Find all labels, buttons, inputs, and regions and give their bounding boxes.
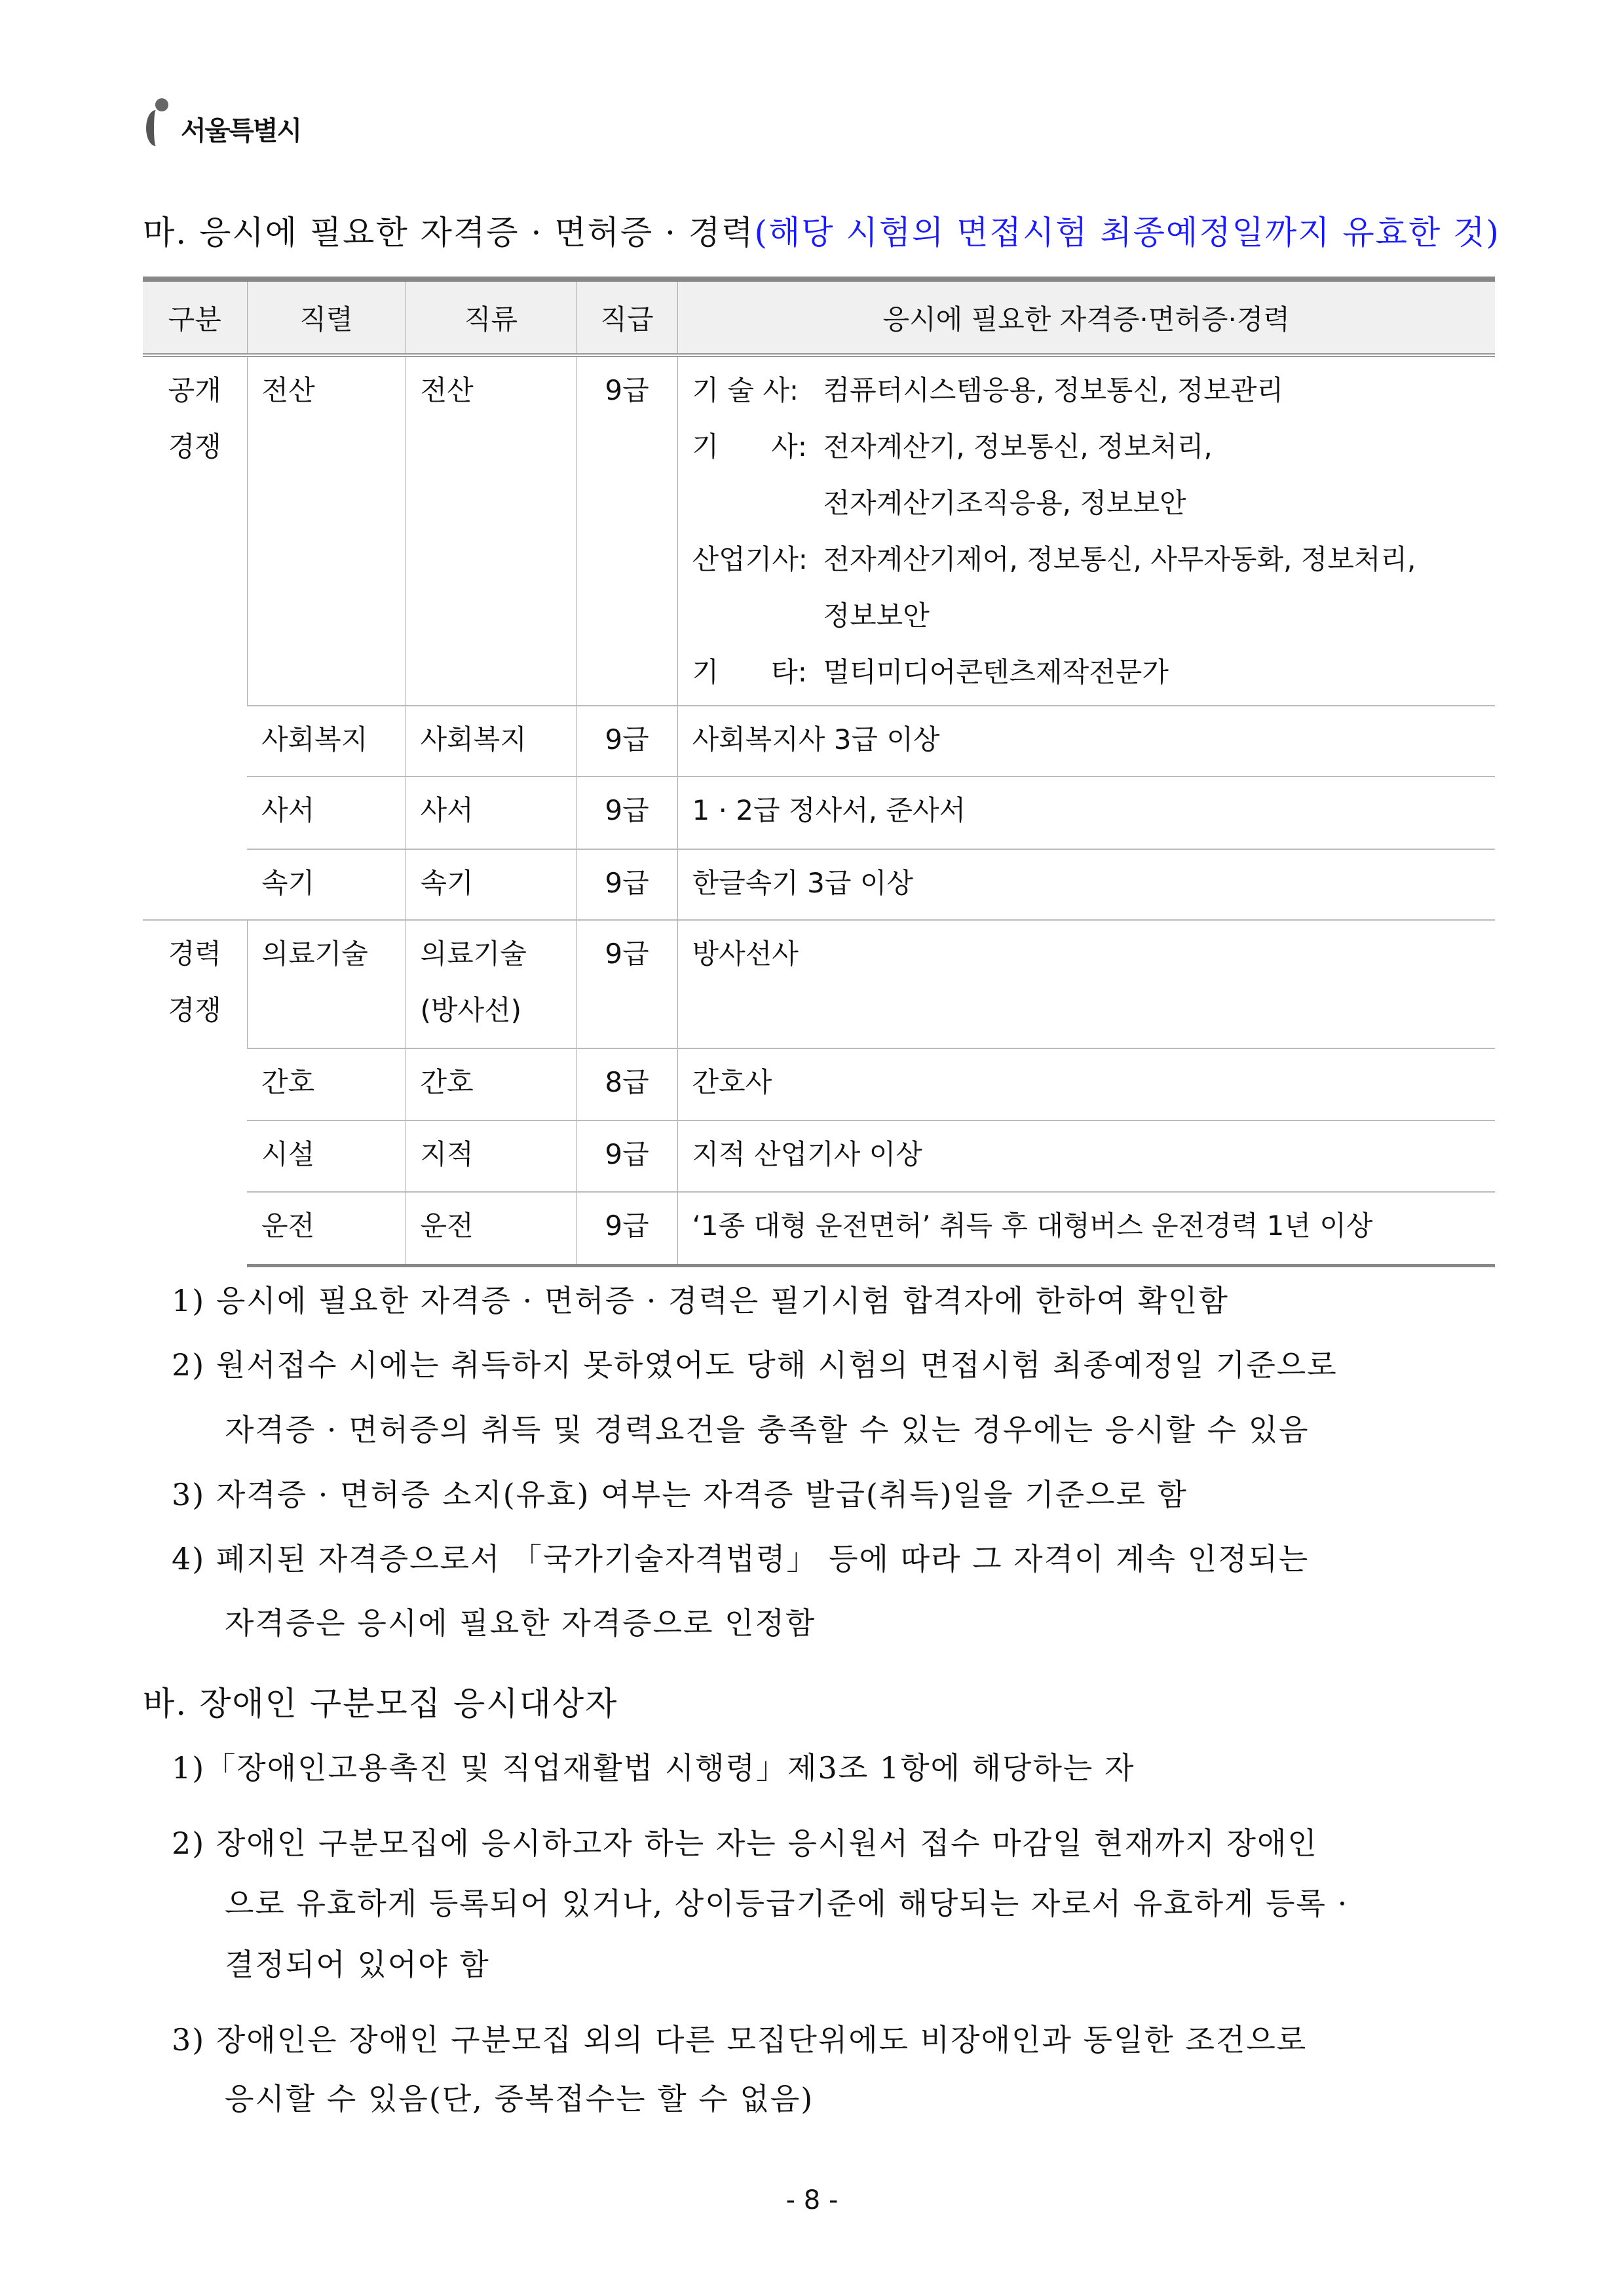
logo-text: 서울특별시 [181, 116, 301, 146]
grade-cell [576, 1192, 677, 1265]
qualification-list: 정보보안 [823, 600, 930, 632]
series-cell [247, 1120, 406, 1192]
type-label: 사서 [420, 794, 474, 826]
qualification-level: 기 사: [692, 430, 807, 463]
requirement-cell [677, 1192, 1495, 1265]
requirement-text: 간호사 [692, 1066, 772, 1098]
col-type: 직류 [406, 279, 576, 355]
requirement-cell [677, 706, 1495, 776]
grade-label: 9급 [605, 867, 649, 899]
series-cell [247, 1048, 406, 1120]
qualification-list: 컴퓨터시스템응용, 정보통신, 정보관리 [823, 374, 1284, 406]
type-cell [406, 1192, 576, 1265]
table-row [143, 776, 1495, 849]
series-cell [247, 706, 406, 776]
grade-cell [576, 920, 677, 1048]
series-cell [247, 1192, 406, 1265]
qualification-level: 기 술 사: [692, 374, 799, 406]
series-label: 운전 [261, 1210, 315, 1242]
col-requirements: 응시에 필요한 자격증·면허증·경력 [677, 279, 1495, 355]
seoul-logo [141, 98, 301, 147]
series-cell [247, 776, 406, 849]
type-label: 속기 [420, 867, 474, 899]
note-line: 1) 응시에 필요한 자격증 · 면허증 · 경력은 필기시험 합격자에 한하여 확인함 [172, 1283, 1229, 1318]
grade-cell [576, 706, 677, 776]
requirement-cell [677, 1120, 1495, 1192]
type-label: 의료기술 (방사선) [420, 938, 527, 1026]
requirement-text: 지적 산업기사 이상 [692, 1138, 922, 1170]
note-line: 3) 장애인은 장애인 구분모집 외의 다른 모집단위에도 비장애인과 동일한 조건으로 [172, 2022, 1308, 2057]
grade-cell [576, 776, 677, 849]
grade-label: 8급 [605, 1066, 649, 1098]
table-row [143, 706, 1495, 776]
table-row [143, 355, 1495, 706]
category-label: 공개 경쟁 [168, 374, 221, 463]
grade-cell [576, 1120, 677, 1192]
note-line: 4) 폐지된 자격증으로서 「국가기술자격법령」 등에 따라 그 자격이 계속 인정되는 [172, 1541, 1310, 1577]
series-label: 전산 [261, 374, 315, 406]
table-row [143, 849, 1495, 920]
type-cell [406, 1120, 576, 1192]
requirement-text: 1 · 2급 정사서, 준사서 [692, 794, 966, 826]
qualification-level: 기 타: [692, 656, 807, 688]
requirement-text: 한글속기 3급 이상 [692, 867, 913, 899]
col-grade: 직급 [576, 279, 677, 355]
grade-cell [576, 1048, 677, 1120]
category-label: 경력 경쟁 [168, 938, 221, 1026]
type-cell [406, 355, 576, 706]
requirement-text: 방사선사 [692, 938, 799, 970]
type-label: 운전 [420, 1210, 474, 1242]
table-header-row [143, 279, 1495, 355]
note-line: 으로 유효하게 등록되어 있거나, 상이등급기준에 해당되는 자로서 유효하게 등록 · [225, 1886, 1349, 1921]
series-label: 속기 [261, 867, 315, 899]
table-row [143, 1120, 1495, 1192]
series-cell [247, 355, 406, 706]
type-label: 간호 [420, 1066, 474, 1098]
note-line: 자격증 · 면허증의 취득 및 경력요건을 충족할 수 있는 경우에는 응시할 수 있음 [225, 1412, 1310, 1447]
series-cell [247, 849, 406, 920]
type-cell [406, 849, 576, 920]
note-line: 자격증은 응시에 필요한 자격증으로 인정함 [225, 1605, 816, 1641]
table-row [143, 1048, 1495, 1120]
qualification-list: 전자계산기제어, 정보통신, 사무자동화, 정보처리, [823, 543, 1416, 575]
qualification-list: 전자계산기조직응용, 정보보안 [823, 487, 1186, 519]
category-cell [143, 355, 247, 920]
section-ma-heading [143, 206, 1500, 254]
series-label: 사서 [261, 794, 315, 826]
note-line: 결정되어 있어야 함 [225, 1947, 490, 1982]
grade-label: 9급 [605, 374, 649, 406]
requirement-cell [677, 849, 1495, 920]
page-number: - 8 - [785, 2185, 839, 2215]
category-cell [143, 920, 247, 1265]
table-row [143, 1192, 1495, 1265]
grade-label: 9급 [605, 794, 649, 826]
type-cell [406, 920, 576, 1048]
grade-cell [576, 849, 677, 920]
series-label: 의료기술 [261, 938, 368, 970]
section-ma-title: 마. 응시에 필요한 자격증 · 면허증 · 경력 [143, 214, 755, 252]
series-label: 사회복지 [261, 723, 368, 756]
grade-label: 9급 [605, 938, 649, 970]
type-label: 지적 [420, 1138, 474, 1170]
requirement-text: 사회복지사 3급 이상 [692, 723, 940, 756]
note-line: 응시할 수 있음(단, 중복접수는 할 수 없음) [225, 2081, 814, 2116]
type-label: 전산 [420, 374, 474, 406]
grade-cell [576, 355, 677, 706]
note-line: 2) 장애인 구분모집에 응시하고자 하는 자는 응시원서 접수 마감일 현재까지 장애인 [172, 1826, 1318, 1861]
note-line: 1)「장애인고용촉진 및 직업재활법 시행령」제3조 1항에 해당하는 자 [172, 1750, 1135, 1786]
requirement-cell [677, 1048, 1495, 1120]
col-category: 구분 [143, 279, 247, 355]
qualification-table [143, 277, 1495, 1267]
series-label: 시설 [261, 1138, 315, 1170]
requirement-cell [677, 776, 1495, 849]
grade-label: 9급 [605, 1138, 649, 1170]
section-ma-validity-note: (해당 시험의 면접시험 최종예정일까지 유효한 것) [754, 214, 1500, 252]
type-cell [406, 706, 576, 776]
qualification-list: 멀티미디어콘텐츠제작전문가 [823, 656, 1169, 688]
note-line: 2) 원서접수 시에는 취득하지 못하였어도 당해 시험의 면접시험 최종예정일 기준으로 [172, 1347, 1338, 1383]
requirement-cell [677, 355, 1495, 706]
type-label: 사회복지 [420, 723, 527, 756]
type-cell [406, 1048, 576, 1120]
table-row [143, 920, 1495, 1048]
seoul-logo-icon [141, 98, 177, 147]
series-label: 간호 [261, 1066, 315, 1098]
qualification-level: 산업기사: [692, 543, 808, 575]
qualification-list: 전자계산기, 정보통신, 정보처리, [823, 430, 1213, 463]
grade-label: 9급 [605, 723, 649, 756]
requirement-text: ‘1종 대형 운전면허’ 취득 후 대형버스 운전경력 1년 이상 [692, 1210, 1373, 1242]
section-ba-title: 바. 장애인 구분모집 응시대상자 [143, 1685, 618, 1723]
grade-label: 9급 [605, 1210, 649, 1242]
type-cell [406, 776, 576, 849]
note-line: 3) 자격증 · 면허증 소지(유효) 여부는 자격증 발급(취득)일을 기준으로 함 [172, 1477, 1188, 1512]
col-series: 직렬 [247, 279, 406, 355]
requirement-cell [677, 920, 1495, 1048]
series-cell [247, 920, 406, 1048]
